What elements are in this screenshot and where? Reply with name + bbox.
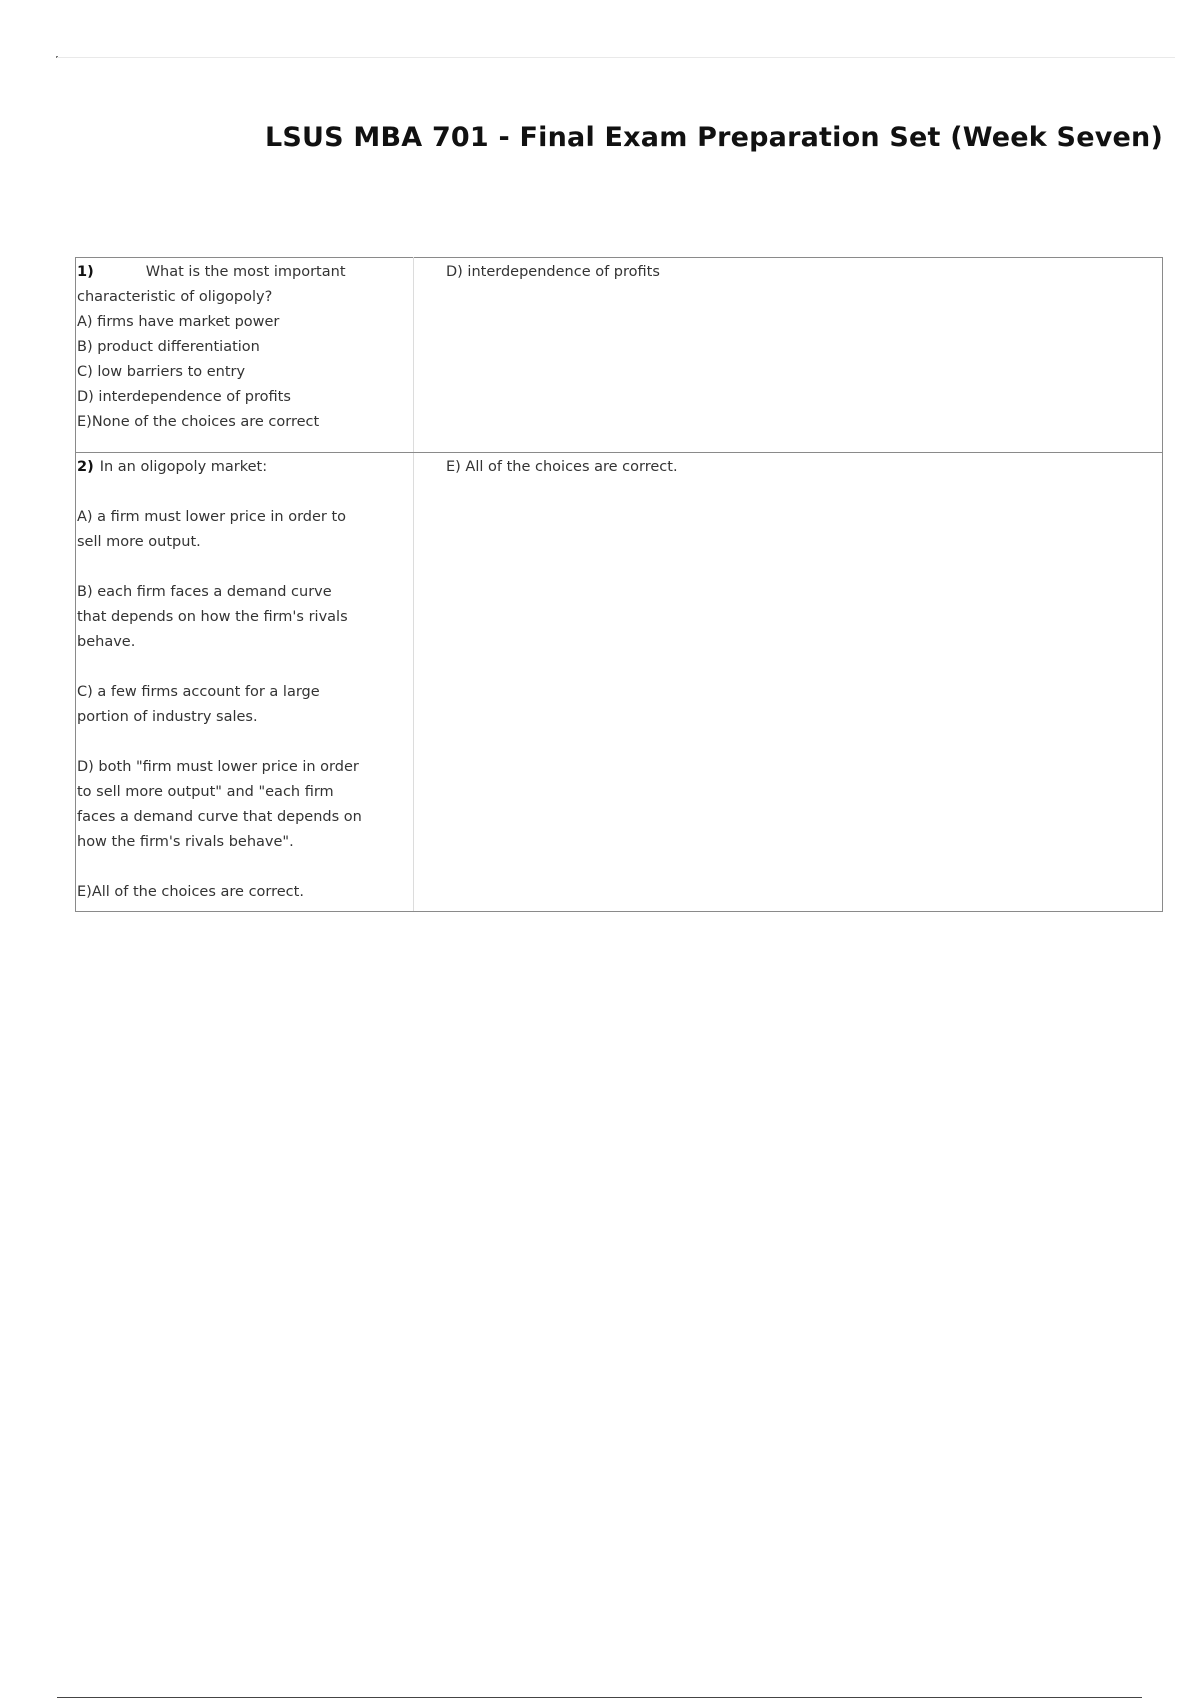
question-stem: 1) What is the most important [77, 264, 346, 280]
table-row [76, 258, 1163, 453]
answer-cell [414, 453, 1163, 912]
option-e: E)None of the choices are correct [77, 414, 320, 430]
option-d: D) interdependence of profits [77, 389, 291, 405]
option-b-continued: that depends on how the firm's rivals [77, 609, 348, 625]
answer-text: E) All of the choices are correct. [446, 459, 678, 475]
question-number: 2) [77, 459, 94, 475]
question-answer-table [75, 257, 1163, 912]
option-a: A) firms have market power [77, 314, 280, 330]
option-b-continued: behave. [77, 634, 136, 650]
question-stem-continued: characteristic of oligopoly? [77, 289, 273, 305]
option-c: C) low barriers to entry [77, 364, 246, 380]
option-c: C) a few firms account for a large [77, 684, 320, 700]
table-row [76, 453, 1163, 912]
option-a-continued: sell more output. [77, 534, 201, 550]
option-b: B) each firm faces a demand curve [77, 584, 332, 600]
option-d-continued: how the firm's rivals behave". [77, 834, 294, 850]
option-b: B) product differentiation [77, 339, 260, 355]
option-d-continued: faces a demand curve that depends on [77, 809, 362, 825]
document-title: LSUS MBA 701 - Final Exam Preparation Set (Week Seven) [264, 122, 1163, 153]
option-d-continued: to sell more output" and "each firm [77, 784, 334, 800]
option-d: D) both "firm must lower price in order [77, 759, 359, 775]
option-a: A) a firm must lower price in order to [77, 509, 347, 525]
answer-text: D) interdependence of profits [446, 264, 660, 280]
question-cell [76, 258, 414, 453]
option-e: E)All of the choices are correct. [77, 884, 304, 900]
question-stem: 2) In an oligopoly market: [77, 459, 268, 475]
footer-divider [57, 1697, 1142, 1698]
question-cell [76, 453, 414, 912]
question-number: 1) [77, 264, 94, 280]
answer-cell [414, 258, 1163, 453]
header-divider [57, 57, 1175, 58]
option-c-continued: portion of industry sales. [77, 709, 258, 725]
